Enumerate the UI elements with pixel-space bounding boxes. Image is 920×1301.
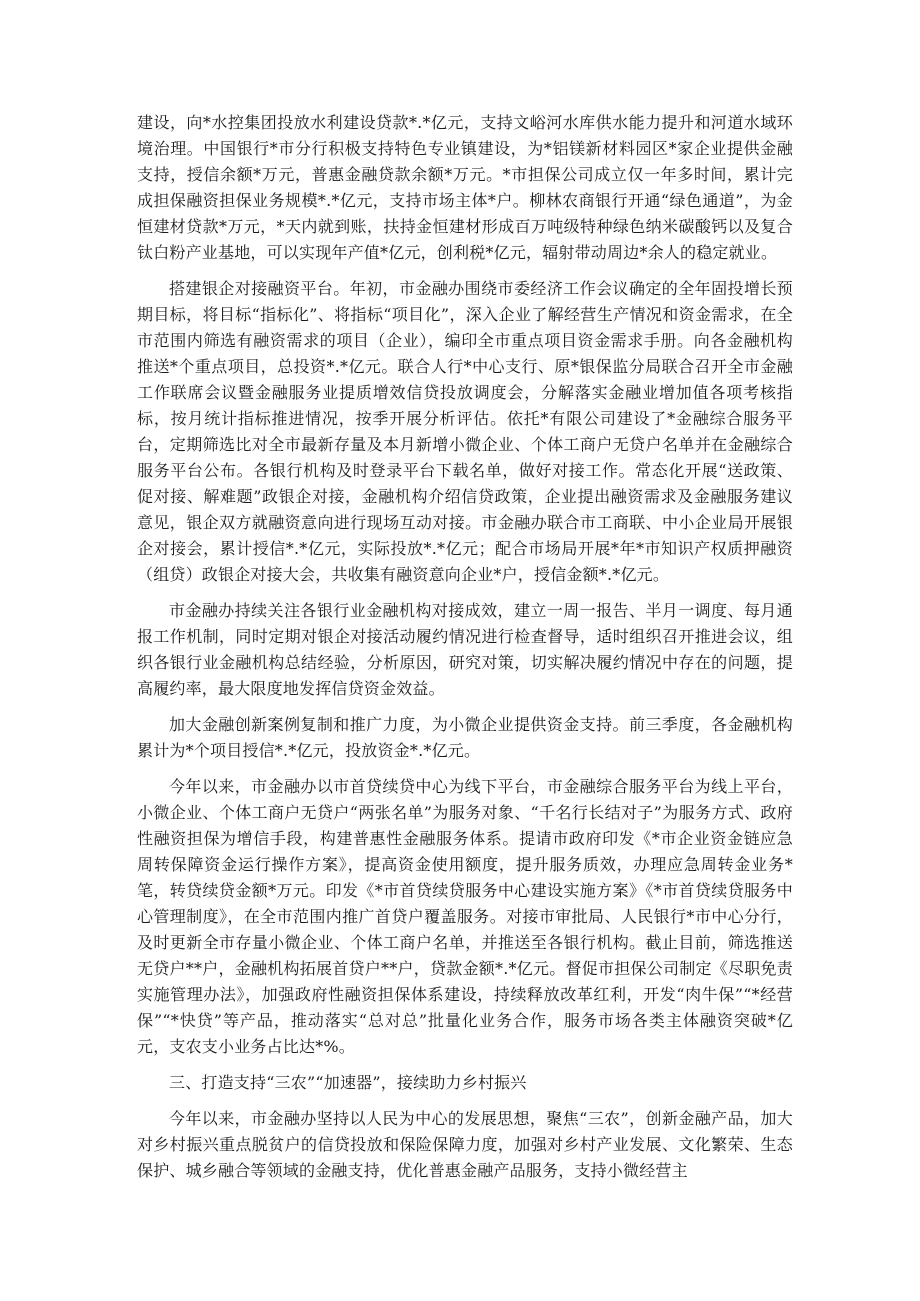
paragraph-water-conservancy-loans: 建设，向*水控集团投放水利建设贷款*.*亿元，支持文峪河水库供水能力提升和河道水域环境治理。中国银行*市分行积极支持特色专业镇建设，为*铝镁新材料园区*家企业提供金融支持，授信余额*万元，普惠金融贷款余额*万元。*市担保公司成立仅一年多时间，累计完成担保融资担保业务规模*.*亿元，支持市场主体*户。柳林农商银行开通“绿色通道”，为金恒建材贷款*万元，*天内就到账，扶持金恒建材形成百万吨级特种绿色纳米碳酸钙以及复合钛白粉产业基地，可以实现年产值*亿元，创利税*亿元，辐射带动周边*余人的稳定就业。 <box>137 113 793 262</box>
paragraph-financial-innovation: 加大金融创新案例复制和推广力度，为小微企业提供资金支持。前三季度，各金融机构累计为*个项目授信*.*亿元，投放资金*.*亿元。 <box>137 715 793 760</box>
document-page <box>137 110 793 1194</box>
paragraph-follow-up-mechanism: 市金融办持续关注各银行业金融机构对接成效，建立一周一报告、半月一调度、每月通报工作机制，同时定期对银企对接活动履约情况进行检查督导，适时组织召开推进会议，组织各银行业金融机构总结经验，分析原因，研究对策，切实解决履约情况中存在的问题，提高履约率，最大限度地发挥信贷资金效益。 <box>137 601 793 698</box>
paragraph-bank-enterprise-platform: 搭建银企对接融资平台。年初，市金融办围绕市委经济工作会议确定的全年固投增长预期目标，将目标“指标化”、将指标“项目化”，深入企业了解经营生产情况和资金需求，在全市范围内筛选有融资需求的项目（企业），编印全市重点项目资金需求手册。向各金融机构推送*个重点项目，总投资*.*亿元。联合人行*中心支行、原*银保监分局联合召开全市金融工作联席会议暨金融服务业提质增效信贷投放调度会，分解落实金融业增加值各项考核指标，按月统计指标推进情况，按季开展分析评估。依托*有限公司建设了*金融综合服务平台，定期筛选比对全市最新存量及本月新增小微企业、个体工商户无贷户名单并在金融综合服务平台公布。各银行机构及时登录平台下载名单，做好对接工作。常态化开展“送政策、促对接、解难题”政银企对接，金融机构介绍信贷政策，企业提出融资需求及金融服务建议意见，银企双方就融资意向进行现场互动对接。市金融办联合市工商联、中小企业局开展银企对接会，累计授信*.*亿元，实际投放*.*亿元；配合市场局开展*年*市知识产权质押融资（组贷）政银企对接大会，共收集有融资意向企业*户，授信金额*.*亿元。 <box>137 279 793 584</box>
paragraph-rural-finance: 今年以来，市金融办坚持以人民为中心的发展思想，聚焦“三农”，创新金融产品，加大对乡村振兴重点脱贫户的信贷投放和保险保障力度，加强对乡村产业发展、文化繁荣、生态保护、城乡融合等领域的金融支持，优化普惠金融产品服务，支持小微经营主 <box>137 1109 793 1180</box>
section-heading-rural-revitalization: 三、打造支持“三农”“加速器”，接续助力乡村振兴 <box>169 1073 527 1092</box>
paragraph-first-loan-service: 今年以来，市金融办以市首贷续贷中心为线下平台，市金融综合服务平台为线上平台，小微企业、个体工商户无贷户“两张名单”为服务对象、“千名行长结对子”为服务方式、政府性融资担保为增信手段，构建普惠性金融服务体系。提请市政府印发《*市企业资金链应急周转保障资金运行操作方案》，提高资金使用额度，提升服务质效，办理应急周转金业务*笔，转贷续贷金额*万元。印发《*市首贷续贷服务中心建设实施方案》《*市首贷续贷服务中心管理制度》，在全市范围内推广首贷户覆盖服务。对接市审批局、人民银行*市中心分行，及时更新全市存量小微企业、个体工商户名单，并推送至各银行机构。截止目前，筛选推送无贷户**户，金融机构拓展首贷户**户，贷款金额*.*亿元。督促市担保公司制定《尽职免责实施管理办法》，加强政府性融资担保体系建设，持续释放改革红利，开发“肉牛保”“*经营保”“*快贷”等产品，推动落实“总对总”批量化业务合作，服务市场各类主体融资突破*亿元，支农支小业务占比达*%。 <box>137 777 793 1056</box>
